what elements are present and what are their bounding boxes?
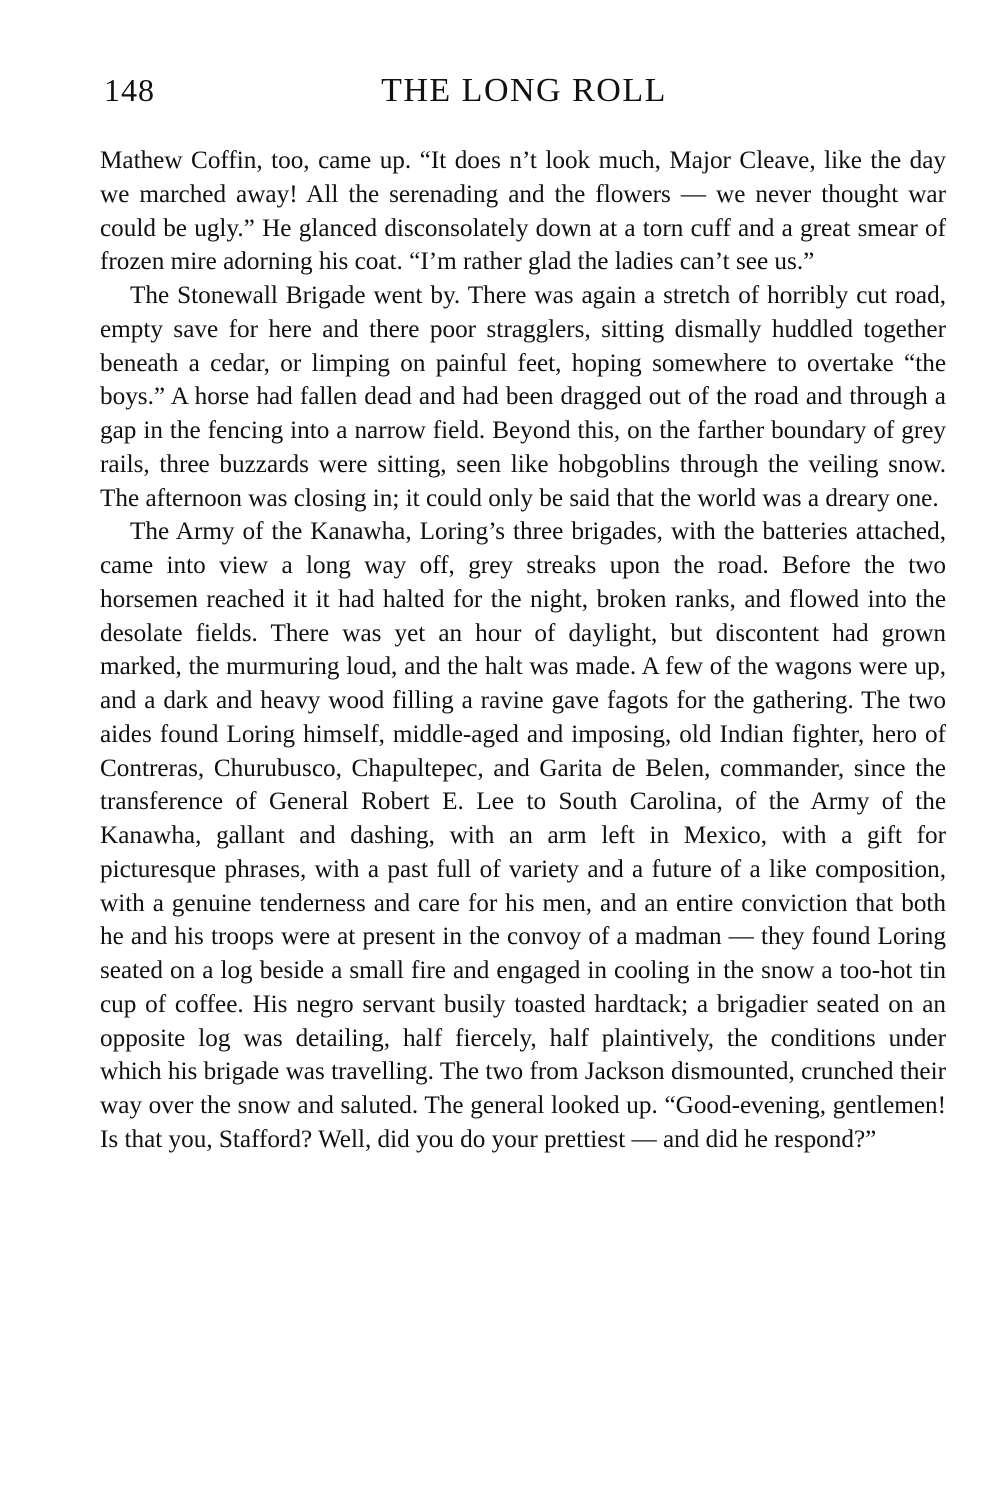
page-header	[104, 72, 944, 122]
paragraph-2: The Stonewall Brigade went by. There was again a stretch of horribly cut road, empty save for here and there poor stragglers, sitting dismally huddled together beneath a cedar, or limping on painful feet, hoping somewhere to overtake “the boys.” A horse had fallen dead and had been dragged out of the road and through a gap in the fencing into a narrow field. Beyond this, on the farther boundary of grey rails, three buzzards were sitting, seen like hobgoblins through the veiling snow. The afternoon was closing in; it could only be said that the world was a dreary one.	[100, 282, 946, 512]
paragraph-1: Mathew Coffin, too, came up. “It does n’t look much, Major Cleave, like the day we marched away! All the serenading and the flowers — we never thought war could be ugly.” He glanced disconsolately down at a torn cuff and a great smear of frozen mire adorning his coat. “I’m rather glad the ladies can’t see us.”	[100, 147, 946, 276]
body-text	[100, 144, 946, 1157]
running-title: THE LONG ROLL	[381, 72, 667, 109]
paragraph-3: The Army of the Kanawha, Loring’s three brigades, with the batteries attached, came into view a long way off, grey streaks upon the road. Before the two horsemen reached it it had halted for the night, broken ranks, and flowed into the desolate fields. There was yet an hour of daylight, but discontent had grown marked, the murmuring loud, and the halt was made. A few of the wagons were up, and a dark and heavy wood filling a ravine gave fagots for the gathering. The two aides found Loring himself, middle-aged and imposing, old Indian fighter, hero of Contreras, Churubusco, Chapultepec, and Garita de Belen, commander, since the transference of General Robert E. Lee to South Carolina, of the Army of the Kanawha, gallant and dashing, with an arm left in Mexico, with a gift for picturesque phrases, with a past full of variety and a future of a like composition, with a genuine tenderness and care for his men, and an entire conviction that both he and his troops were at present in the convoy of a madman — they found Loring seated on a log beside a small fire and engaged in cooling in the snow a too-hot tin cup of coffee. His negro servant busily toasted hardtack; a brigadier seated on an opposite log was detailing, half fiercely, half plaintively, the conditions under which his brigade was travelling. The two from Jackson dismounted, crunched their way over the snow and saluted. The general looked up. “Good-evening, gentlemen! Is that you, Stafford? Well, did you do your prettiest — and did he respond?”	[100, 518, 946, 1153]
page-number: 148	[104, 72, 155, 108]
